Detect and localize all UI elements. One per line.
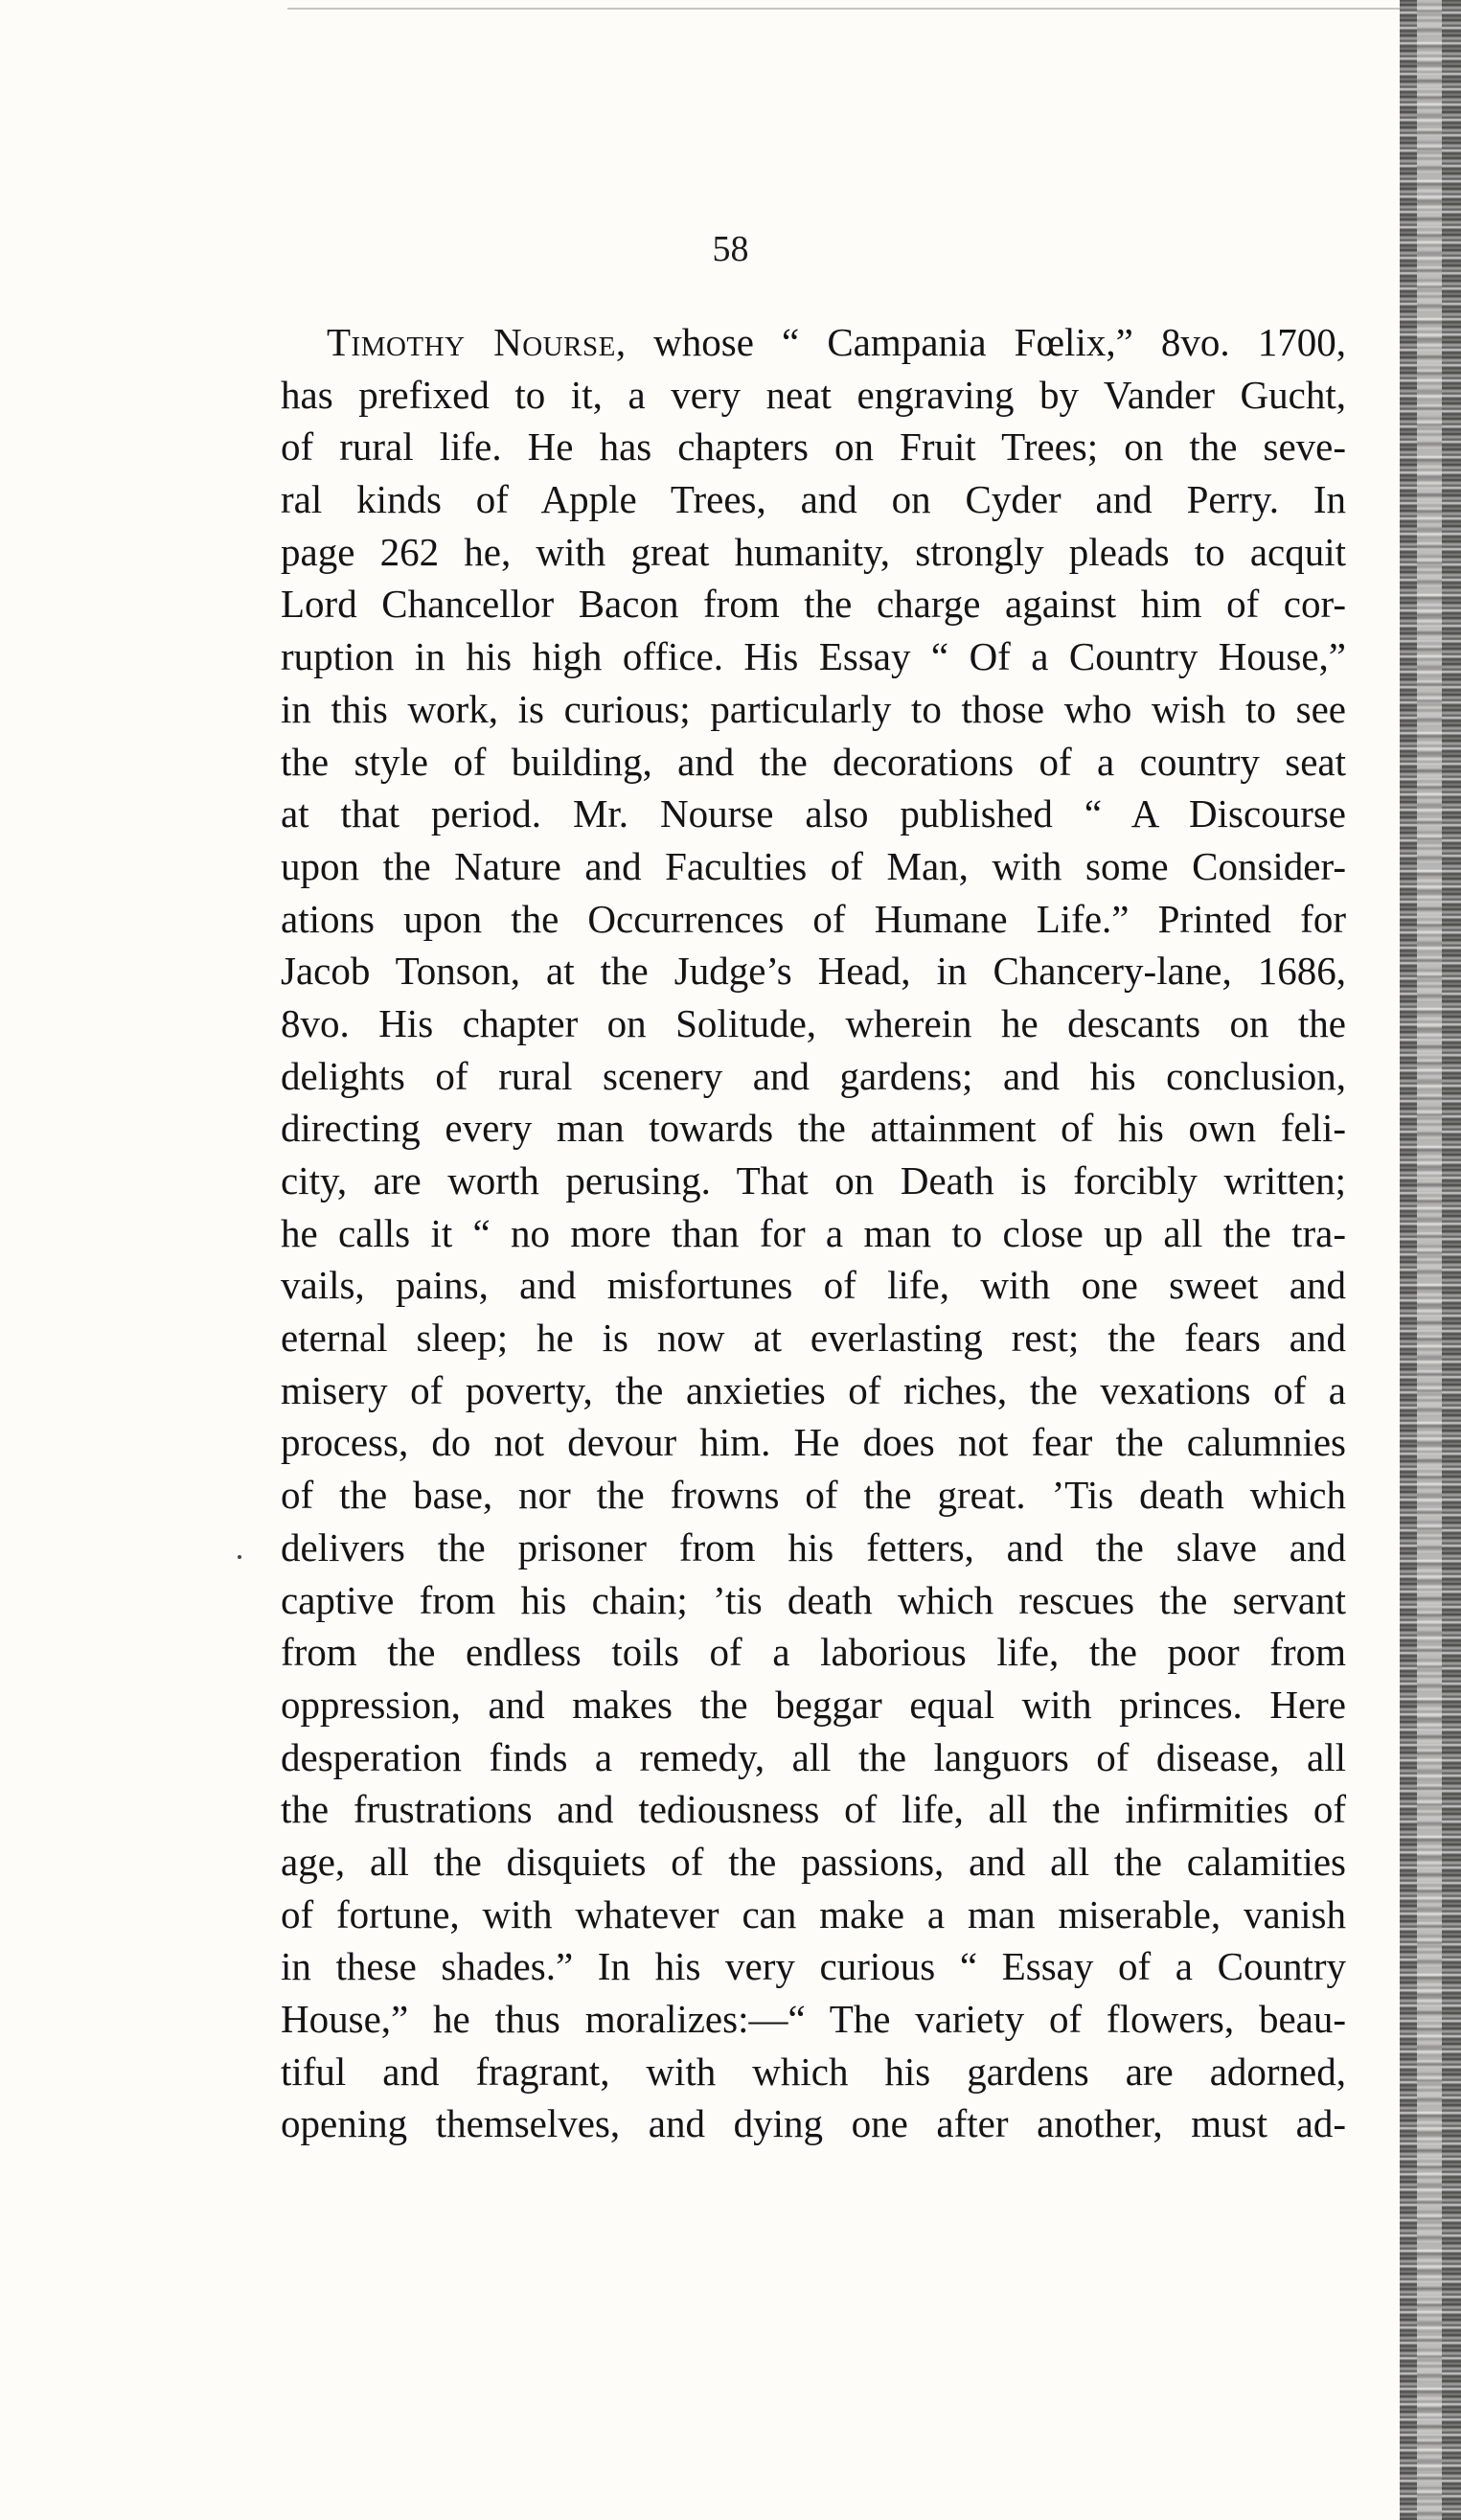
text-line: of fortune, with whatever can make a man miserable, vanish [281, 1891, 1346, 1936]
body-text [281, 316, 1346, 2150]
margin-speck [238, 1555, 241, 1559]
text-line-1 [281, 316, 1346, 369]
text-line: 8vo. His chapter on Solitude, wherein he descants on the [281, 1000, 1346, 1045]
text-line: the frustrations and tediousness of life, all the infirmities of [281, 1787, 1346, 1832]
text-line: delivers the prisoner from his fetters, and the slave and [281, 1524, 1346, 1569]
text-line: oppression, and makes the beggar equal with princes. Here [281, 1682, 1346, 1727]
text-line: in this work, is curious; particularly to those who wish to see [281, 686, 1346, 731]
text-line: vails, pains, and misfortunes of life, with one sweet and [281, 1263, 1346, 1308]
text-line: has prefixed to it, a very neat engraving by Vander Gucht, [281, 372, 1346, 417]
text-line: upon the Nature and Faculties of Man, with some Consider- [281, 843, 1346, 888]
text-line: process, do not devour him. He does not fear the calumnies [281, 1420, 1346, 1465]
text-line: of the base, nor the frowns of the great. ’Tis death which [281, 1473, 1346, 1518]
text-line: captive from his chain; ’tis death which rescues the servant [281, 1577, 1346, 1622]
text-line: delights of rural scenery and gardens; and his conclusion, [281, 1053, 1346, 1098]
text-line: ations upon the Occurrences of Humane Life.” Printed for [281, 896, 1346, 941]
text-line: tiful and fragrant, with which his gardens are adorned, [281, 2049, 1346, 2094]
text-line: the style of building, and the decorations of a country seat [281, 739, 1346, 784]
author-name: Timothy Nourse [327, 320, 616, 364]
text-line: misery of poverty, the anxieties of riches, the vexations of a [281, 1367, 1346, 1412]
text-line: Jacob Tonson, at the Judge’s Head, in Chancery-lane, 1686, [281, 949, 1346, 994]
page-edge-paper [1417, 0, 1442, 2520]
text-line: from the endless toils of a laborious life, the poor from [281, 1630, 1346, 1675]
text-line: opening themselves, and dying one after another, must ad- [281, 2101, 1346, 2146]
text-line-1-rest: , whose “ Campania Fœlix,” 8vo. 1700, [615, 320, 1346, 364]
text-line: age, all the disquiets of the passions, and all the calamities [281, 1839, 1346, 1884]
text-line: Lord Chancellor Bacon from the charge against him of cor- [281, 582, 1346, 627]
text-line: ruption in his high office. His Essay “ Of a Country House,” [281, 634, 1346, 679]
text-line: city, are worth perusing. That on Death is forcibly written; [281, 1158, 1346, 1203]
text-line: eternal sleep; he is now at everlasting rest; the fears and [281, 1316, 1346, 1361]
text-line: he calls it “ no more than for a man to close up all the tra- [281, 1210, 1346, 1255]
text-line: at that period. Mr. Nourse also published “ A Discourse [281, 791, 1346, 836]
text-line: desperation finds a remedy, all the languors of disease, all [281, 1734, 1346, 1779]
top-edge-line [287, 8, 1418, 10]
text-line: of rural life. He has chapters on Fruit Trees; on the seve- [281, 424, 1346, 470]
text-line: ral kinds of Apple Trees, and on Cyder and Perry. In [281, 477, 1346, 522]
text-line: page 262 he, with great humanity, strongly pleads to acquit [281, 529, 1346, 574]
text-line: directing every man towards the attainment of his own feli- [281, 1106, 1346, 1151]
text-line: in these shades.” In his very curious “ Essay of a Country [281, 1944, 1346, 1989]
text-line: House,” he thus moralizes:—“ The variety of flowers, beau- [281, 1997, 1346, 2041]
page-number: 58 [712, 229, 749, 269]
